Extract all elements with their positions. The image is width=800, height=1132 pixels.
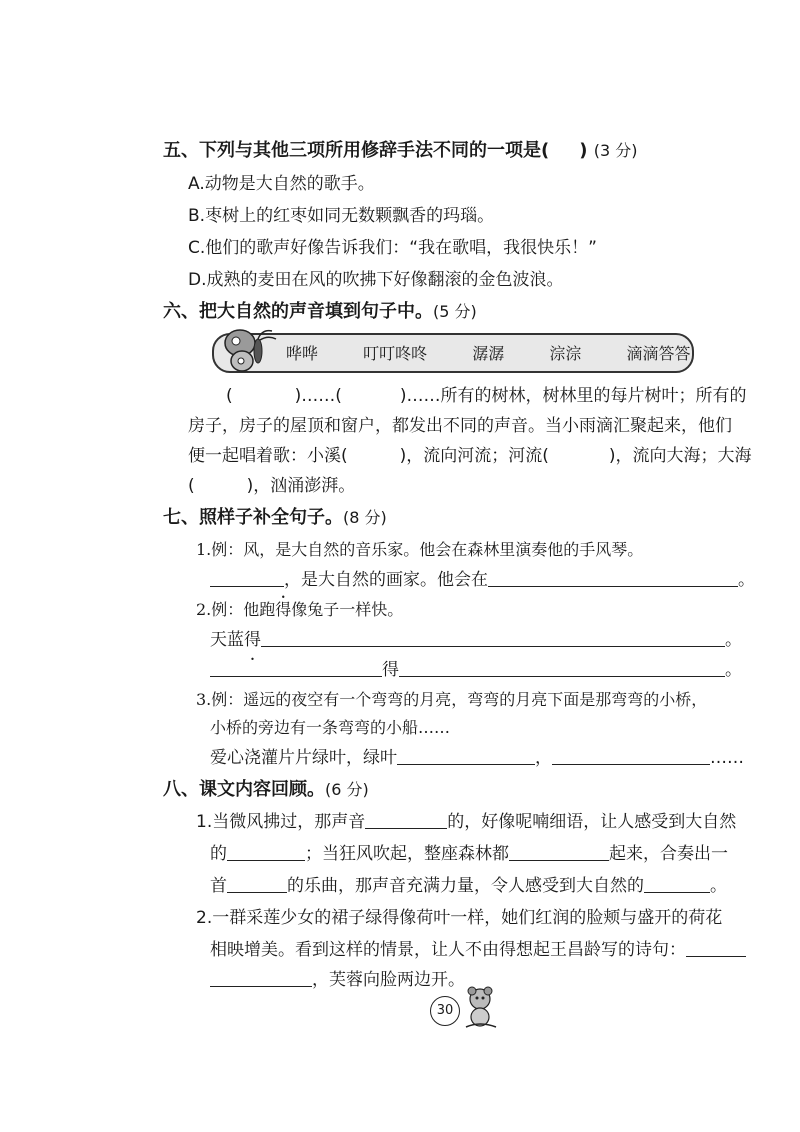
word-bank-item: 淙淙 [549, 344, 582, 363]
q6-paren: ( [188, 476, 195, 496]
answer-blank[interactable] [365, 810, 447, 829]
answer-blank[interactable] [210, 658, 382, 677]
q7-text: 。 [725, 660, 742, 680]
answer-blank[interactable] [227, 874, 287, 893]
q8-line2 [210, 842, 728, 866]
q8-text: 的，好像呢喃细语，让人感受到大自然 [447, 812, 737, 832]
q8-text: 相映增美。看到这样的情景，让人不由得想起王昌龄写的诗句： [210, 940, 686, 960]
answer-blank[interactable] [509, 842, 609, 861]
q8-line6 [210, 968, 465, 992]
q7-answer-2b [210, 658, 742, 682]
q6-para-line2: 房子，房子的屋顶和窗户，都发出不同的声音。当小雨滴汇聚起来，他们 [188, 416, 732, 436]
q7-answer-2a [210, 628, 742, 652]
q8-text: ，芙蓉向脸两边开。 [312, 970, 465, 990]
q7-title-text: 七、照样子补全句子。 [163, 507, 343, 528]
q7-title [163, 506, 387, 530]
q6-text: )，流向大海；大海 [608, 446, 752, 466]
answer-blank[interactable] [227, 842, 305, 861]
q6-text: )，流向河流；河流( [399, 446, 549, 466]
q8-text: 起来，合奏出一 [609, 844, 728, 864]
q7-text: 2.例：他跑 [196, 600, 276, 619]
answer-blank[interactable] [552, 746, 710, 765]
answer-blank[interactable] [399, 658, 725, 677]
answer-blank[interactable] [686, 938, 746, 957]
q8-title [163, 778, 369, 802]
emphasis-char: 得 [244, 630, 261, 650]
word-bank-banner [212, 333, 694, 373]
q5-option-c: C.他们的歌声好像告诉我们：“我在歌唱，我很快乐！” [188, 238, 597, 258]
q7-example-3-line1: 3.例：遥远的夜空有一个弯弯的月亮，弯弯的月亮下面是那弯弯的小桥， [196, 690, 708, 709]
q7-example-3-line2: 小桥的旁边有一条弯弯的小船…… [210, 718, 451, 737]
page-number: 30 [430, 996, 460, 1026]
q8-text: ；当狂风吹起，整座森林都 [305, 844, 509, 864]
q6-paren-mid: )……( [294, 386, 342, 406]
q8-line1 [196, 810, 736, 834]
q5-title [163, 139, 638, 163]
q6-text: )……所有的树林，树林里的每片树叶；所有的 [399, 386, 747, 406]
q7-score: (8 分) [343, 508, 387, 527]
q5-option-a: A.动物是大自然的歌手。 [188, 174, 375, 194]
q5-score: (3 分) [593, 141, 638, 160]
bear-mascot-icon [460, 985, 500, 1030]
q5-paren-close: ) [579, 140, 588, 161]
q7-answer-3 [210, 746, 744, 770]
q8-score: (6 分) [325, 780, 369, 799]
q6-text: )，汹涌澎湃。 [246, 476, 356, 496]
q8-line3 [210, 874, 727, 898]
q6-score: (5 分) [433, 302, 477, 321]
q8-line5 [210, 938, 746, 962]
q6-title-text: 六、把大自然的声音填到句子中。 [163, 301, 433, 322]
q6-text: 便一起唱着歌：小溪( [188, 446, 348, 466]
q6-para-line1 [226, 384, 747, 408]
q7-text: ，是大自然的画家。他会在 [284, 570, 488, 590]
answer-blank[interactable] [210, 568, 284, 587]
q7-text: 天蓝 [210, 630, 244, 650]
q7-example-2 [196, 598, 403, 622]
q8-text: 的乐曲，那声音充满力量，令人感受到大自然的 [287, 876, 644, 896]
q8-text: 的 [210, 844, 227, 864]
q7-answer-1 [210, 568, 755, 592]
answer-blank[interactable] [210, 968, 312, 987]
q8-text: 1.当微风拂过，那声音 [196, 812, 366, 832]
q8-line4: 2.一群采莲少女的裙子绿得像荷叶一样，她们红润的脸颊与盛开的荷花 [196, 908, 723, 928]
word-bank-item: 潺潺 [472, 344, 505, 363]
q8-title-text: 八、课文内容回顾。 [163, 779, 325, 800]
q7-text: 得 [382, 660, 399, 680]
q8-text: 首 [210, 876, 227, 896]
answer-blank[interactable] [644, 874, 710, 893]
q7-text: 爱心浇灌片片绿叶，绿叶 [210, 748, 397, 768]
answer-blank[interactable] [261, 628, 725, 647]
q7-text: 。 [725, 630, 742, 650]
word-bank-item: 叮叮咚咚 [363, 344, 428, 363]
q5-option-d: D.成熟的麦田在风的吹拂下好像翻滚的金色波浪。 [188, 270, 564, 290]
q6-para-line3 [188, 444, 752, 468]
q6-paren: ( [226, 386, 233, 406]
q7-example-1: 1.例：风，是大自然的音乐家。他会在森林里演奏他的手风琴。 [196, 540, 644, 559]
q7-text: ， [535, 748, 552, 768]
q5-title-text: 五、下列与其他三项所用修辞手法不同的一项是( [163, 140, 550, 161]
q7-text: 。 [738, 570, 755, 590]
emphasis-char: 得 [275, 600, 292, 619]
answer-blank[interactable] [488, 568, 738, 587]
butterfly-icon [222, 325, 282, 375]
q7-text: 像兔子一样快。 [291, 600, 404, 619]
q6-para-line4 [188, 474, 355, 498]
answer-blank[interactable] [397, 746, 535, 765]
q8-text: 。 [710, 876, 727, 896]
word-bank-item: 哗哗 [286, 344, 319, 363]
q7-text: …… [710, 748, 744, 768]
q5-option-b: B.枣树上的红枣如同无数颗飘香的玛瑙。 [188, 206, 495, 226]
word-bank [286, 341, 690, 364]
q6-title [163, 300, 477, 324]
word-bank-item: 滴滴答答 [626, 344, 691, 363]
